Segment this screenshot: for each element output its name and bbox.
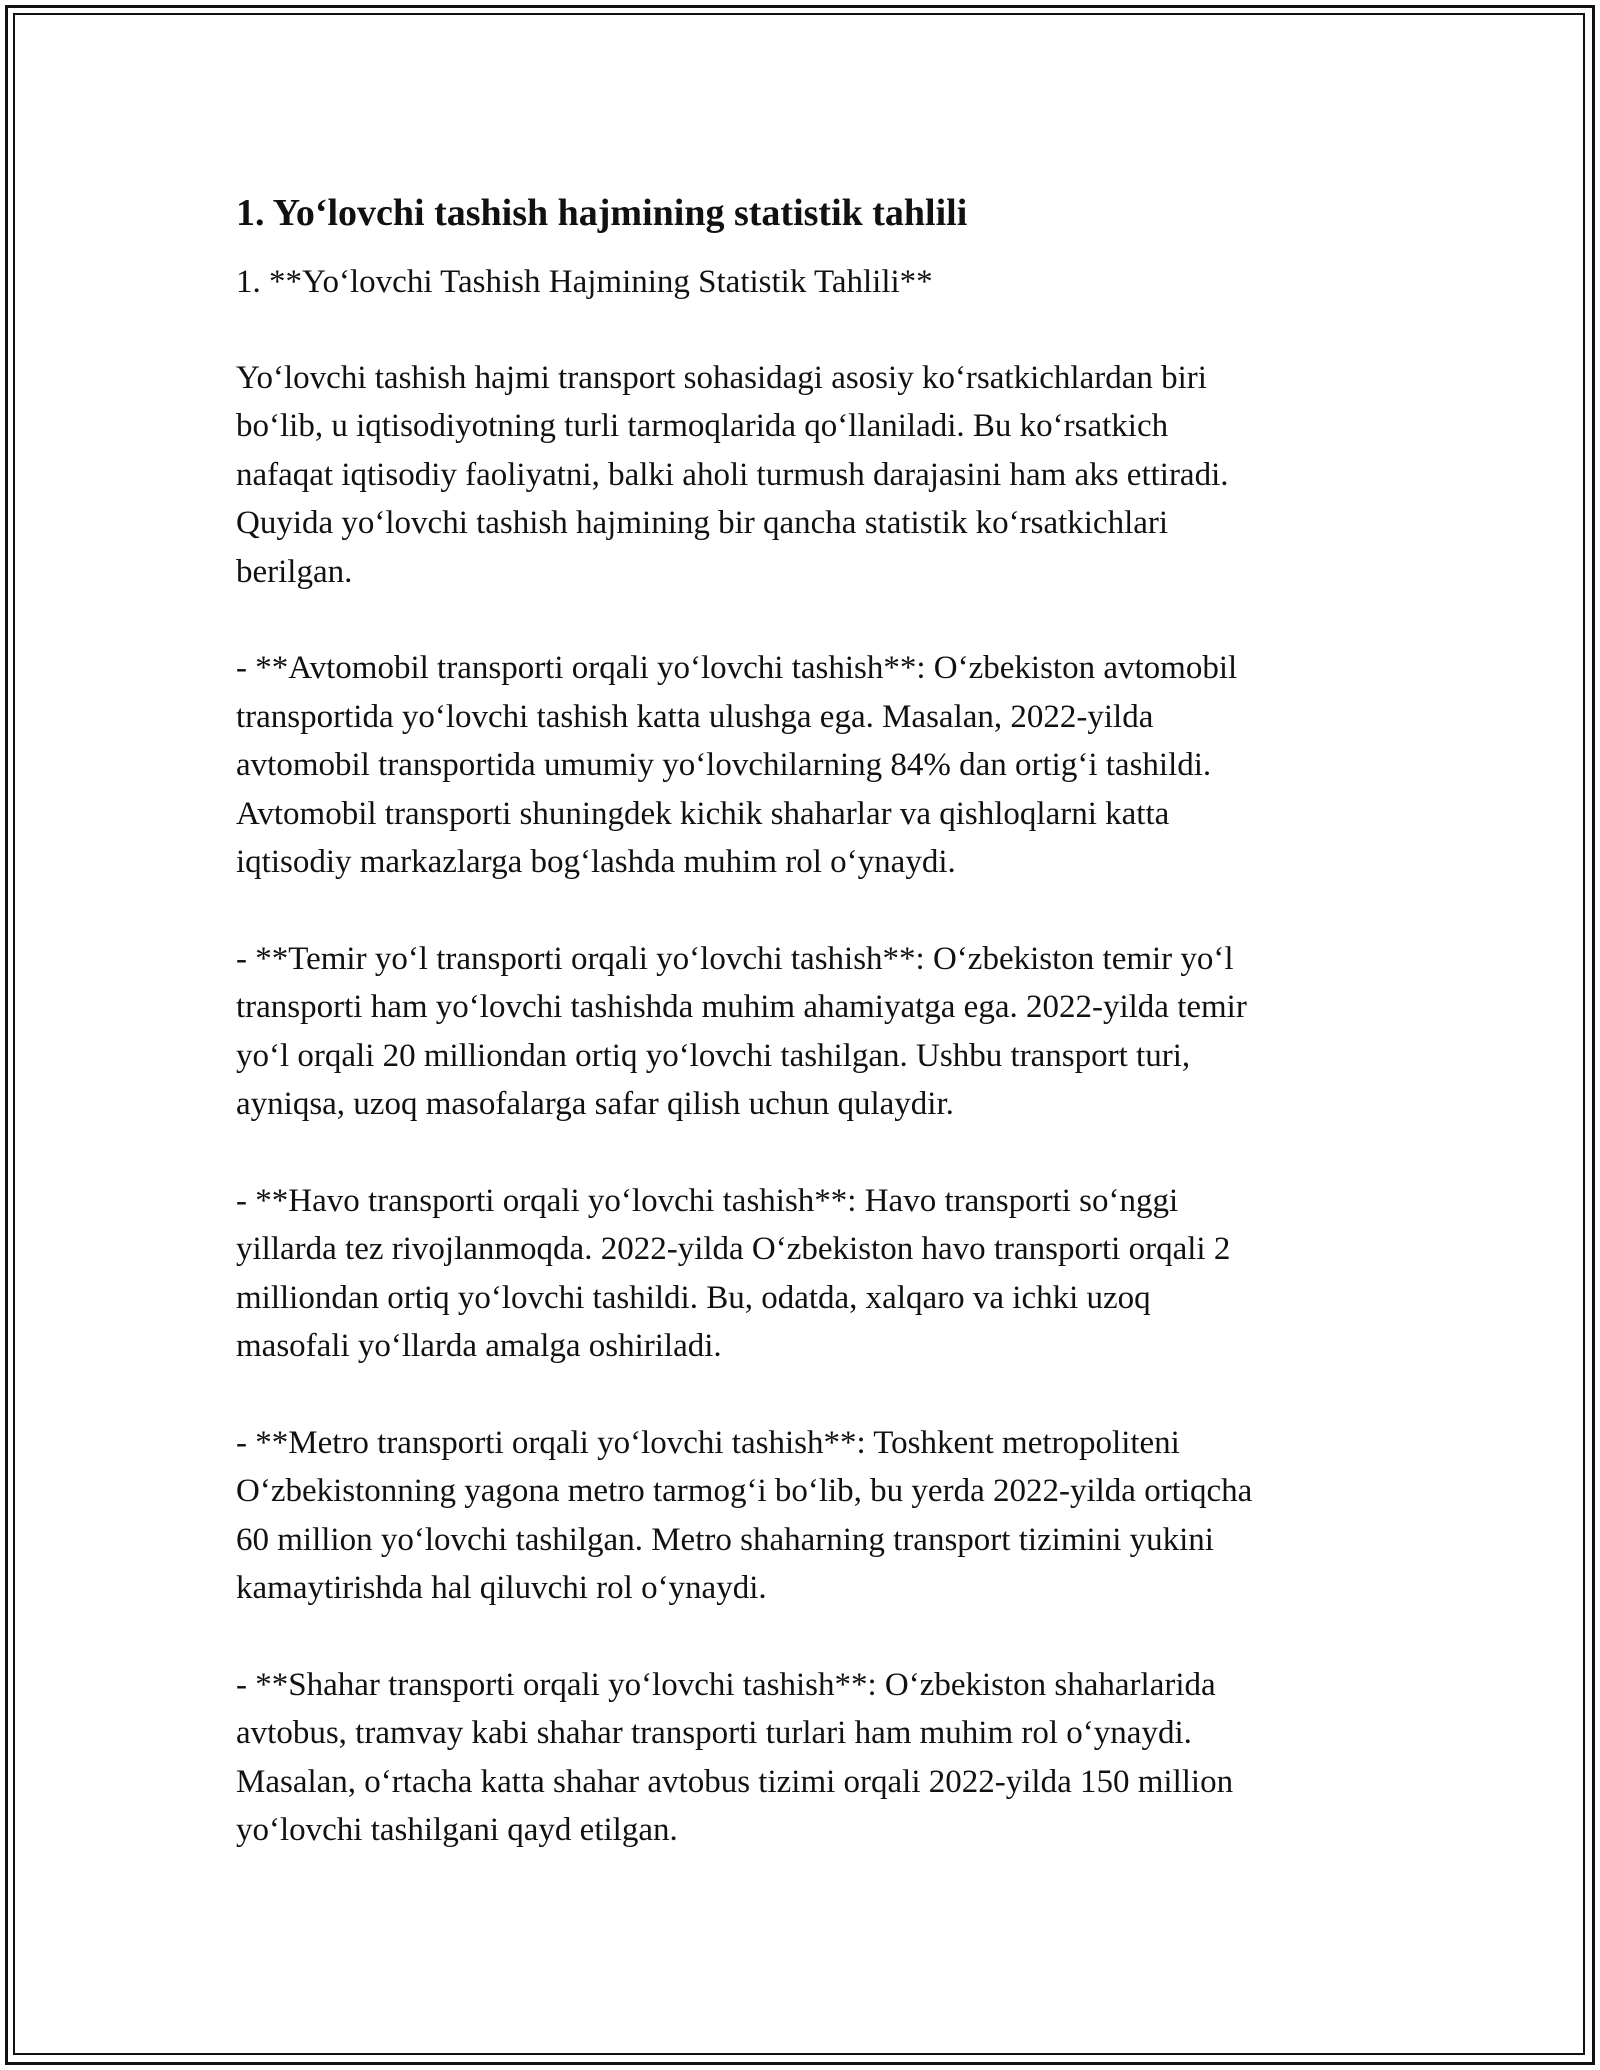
paragraph-line: berilgan. bbox=[236, 553, 353, 590]
paragraph-line: Masalan, o‘rtacha katta shahar avtobus tizimi orqali 2022-yilda 150 million bbox=[236, 1763, 1234, 1800]
paragraph-line: iqtisodiy markazlarga bog‘lashda muhim rol o‘ynaydi. bbox=[236, 844, 956, 881]
paragraph-line: ayniqsa, uzoq masofalarga safar qilish uchun qulaydir. bbox=[236, 1086, 954, 1123]
paragraph-line: Yo‘lovchi tashish hajmi transport sohasidagi asosiy ko‘rsatkichlardan biri bbox=[236, 360, 1207, 396]
paragraph-line: yo‘l orqali 20 milliondan ortiq yo‘lovchi tashilgan. Ushbu transport turi, bbox=[236, 1037, 1191, 1074]
paragraph-line: avtomobil transportida umumiy yo‘lovchilarning 84% dan ortig‘i tashildi. bbox=[236, 747, 1212, 784]
paragraph-line: transporti ham yo‘lovchi tashishda muhim ahamiyatga ega. 2022-yilda temir bbox=[236, 989, 1247, 1026]
paragraph-line: bo‘lib, u iqtisodiyotning turli tarmoqlarida qo‘llaniladi. Bu ko‘rsatkich bbox=[236, 408, 1169, 445]
paragraph-line: kamaytirishda hal qiluvchi rol o‘ynaydi. bbox=[236, 1570, 767, 1607]
paragraph-line: - **Avtomobil transporti orqali yo‘lovchi tashish**: O‘zbekiston avtomobil bbox=[236, 650, 1238, 687]
paragraph-metro bbox=[236, 1419, 1386, 1613]
paragraph-line: O‘zbekistonning yagona metro tarmog‘i bo‘lib, bu yerda 2022-yilda ortiqcha bbox=[236, 1473, 1253, 1510]
paragraph-line: 60 million yo‘lovchi tashilgan. Metro shaharning transport tizimini yukini bbox=[236, 1521, 1214, 1558]
paragraph-line: - **Shahar transporti orqali yo‘lovchi tashish**: O‘zbekiston shaharlarida bbox=[236, 1666, 1216, 1703]
paragraph-havo bbox=[236, 1177, 1386, 1371]
document-heading: 1. Yo‘lovchi tashish hajmining statistik tahlili bbox=[236, 192, 968, 234]
paragraph-line: nafaqat iqtisodiy faoliyatni, balki aholi turmush darajasini ham aks ettiradi. bbox=[236, 456, 1229, 493]
paragraph-line: yillarda tez rivojlanmoqda. 2022-yilda O‘zbekiston havo transporti orqali 2 bbox=[236, 1231, 1231, 1268]
paragraph-line: - **Metro transporti orqali yo‘lovchi tashish**: Toshkent metropoliteni bbox=[236, 1424, 1180, 1461]
paragraph-line: milliondan ortiq yo‘lovchi tashildi. Bu, odatda, xalqaro va ichki uzoq bbox=[236, 1279, 1151, 1316]
paragraph-shahar bbox=[236, 1661, 1386, 1855]
paragraph-temir-yol bbox=[236, 935, 1386, 1129]
paragraph-line: Avtomobil transporti shuningdek kichik shaharlar va qishloqlarni katta bbox=[236, 795, 1170, 832]
paragraph-line: - **Temir yo‘l transporti orqali yo‘lovchi tashish**: O‘zbekiston temir yo‘l bbox=[236, 940, 1234, 977]
document-body bbox=[236, 186, 1386, 1903]
paragraph-line: - **Havo transporti orqali yo‘lovchi tashish**: Havo transporti so‘nggi bbox=[236, 1182, 1179, 1219]
paragraph-line: avtobus, tramvay kabi shahar transporti turlari ham muhim rol o‘ynaydi. bbox=[236, 1715, 1192, 1752]
paragraph-avtomobil bbox=[236, 644, 1386, 886]
paragraph-line: transportida yo‘lovchi tashish katta ulushga ega. Masalan, 2022-yilda bbox=[236, 698, 1154, 735]
paragraph-line: yo‘lovchi tashilgani qayd etilgan. bbox=[236, 1812, 678, 1849]
paragraph-intro bbox=[236, 354, 1386, 596]
document-subheading: 1. **Yo‘lovchi Tashish Hajmining Statistik Tahlili** bbox=[236, 264, 933, 300]
paragraph-line: masofali yo‘llarda amalga oshiriladi. bbox=[236, 1328, 722, 1365]
paragraph-line: Quyida yo‘lovchi tashish hajmining bir qancha statistik ko‘rsatkichlari bbox=[236, 505, 1169, 542]
